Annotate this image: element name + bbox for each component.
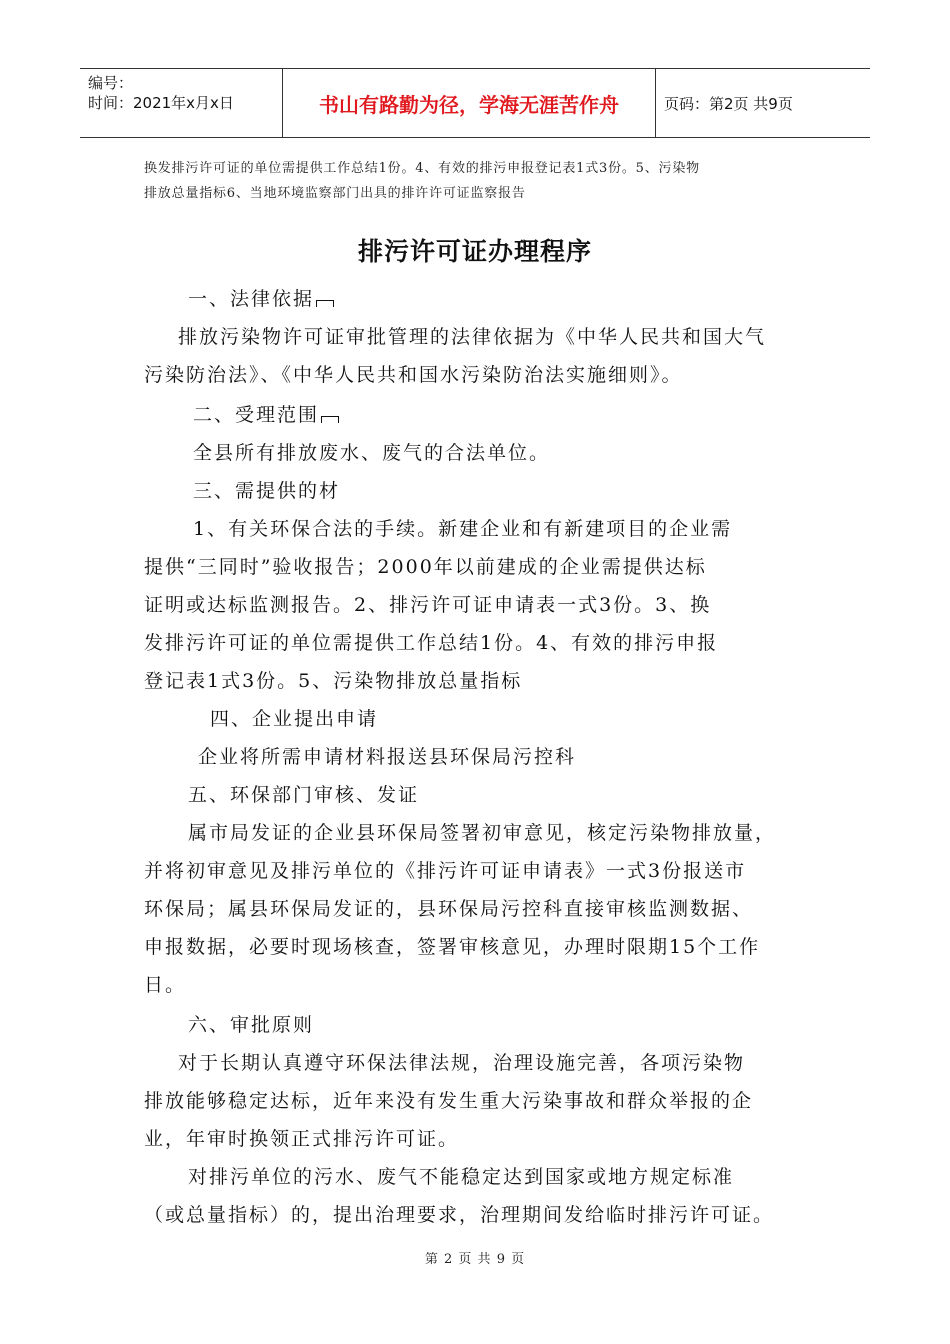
section-heading-materials: 三、需提供的材 <box>193 480 341 502</box>
paragraph-line: （或总量指标）的，提出治理要求，治理期间发给临时排污许可证。 <box>144 1204 775 1226</box>
paragraph-line: 排放能够稳定达标，近年来没有发生重大污染事故和群众举报的企 <box>144 1090 754 1112</box>
paragraph-line: 证明或达标监测报告。2、排污许可证申请表一式3份。3、换 <box>144 594 712 616</box>
header-motto: 书山有路勤为径，学海无涯苦作舟 <box>282 69 656 137</box>
section-heading-legal-basis: 一、法律依据 <box>188 284 334 311</box>
paragraph-line: 业，年审时换领正式排污许可证。 <box>144 1128 460 1150</box>
paragraph-line: 日。 <box>144 974 187 996</box>
paragraph-line: 发排污许可证的单位需提供工作总结1份。4、有效的排污申报 <box>144 632 719 654</box>
carryover-line: 排放总量指标6、当地环境监察部门出具的排许许可证监察报告 <box>144 186 526 201</box>
paragraph-line: 提供“三同时”验收报告；2000年以前建成的企业需提供达标 <box>144 556 707 578</box>
paragraph-line: 1、有关环保合法的手续。新建企业和有新建项目的企业需 <box>193 518 733 540</box>
paragraph-line: 登记表1式3份。5、污染物排放总量指标 <box>144 670 523 692</box>
carryover-text <box>144 156 824 206</box>
paragraph-line: 对排污单位的污水、废气不能稳定达到国家或地方规定标准 <box>188 1166 735 1188</box>
section-heading-application: 四、企业提出申请 <box>210 708 379 730</box>
paragraph-line: 属市局发证的企业县环保局签署初审意见，核定污染物排放量， <box>188 822 777 844</box>
paragraph-line: 并将初审意见及排污单位的《排污许可证申请表》一式3份报送市 <box>144 860 747 882</box>
section-heading-scope: 二、受理范围 <box>193 400 339 427</box>
paragraph-line: 污染防治法》、《中华人民共和国水污染防治法实施细则》。 <box>144 364 683 386</box>
document-number-label: 编号： <box>88 74 134 92</box>
heading-mark <box>316 300 334 307</box>
section-heading-principles: 六、审批原则 <box>188 1014 315 1036</box>
header-meta <box>80 69 282 137</box>
section-heading-review: 五、环保部门审核、发证 <box>188 784 420 806</box>
page-header <box>80 68 870 138</box>
document-title: 排污许可证办理程序 <box>357 237 592 266</box>
paragraph-line: 环保局；属县环保局发证的，县环保局污控科直接审核监测数据、 <box>144 898 754 920</box>
carryover-line: 换发排污许可证的单位需提供工作总结1份。4、有效的排污申报登记表1式3份。5、污染物 <box>144 161 700 176</box>
document-date: 时间：2021年x月x日 <box>88 94 234 112</box>
paragraph-line: 申报数据，必要时现场核查，签署审核意见，办理时限期15个工作 <box>144 936 761 958</box>
header-page-number: 页码：第2页 共9页 <box>664 94 793 113</box>
heading-mark <box>321 416 339 423</box>
paragraph-line: 对于长期认真遵守环保法律法规，治理设施完善，各项污染物 <box>178 1052 746 1074</box>
paragraph-line: 企业将所需申请材料报送县环保局污控科 <box>198 746 577 768</box>
paragraph-line: 全县所有排放废水、废气的合法单位。 <box>193 442 551 464</box>
page-footer: 第 2 页 共 9 页 <box>424 1252 526 1267</box>
paragraph-line: 排放污染物许可证审批管理的法律依据为《中华人民共和国大气 <box>178 326 767 348</box>
